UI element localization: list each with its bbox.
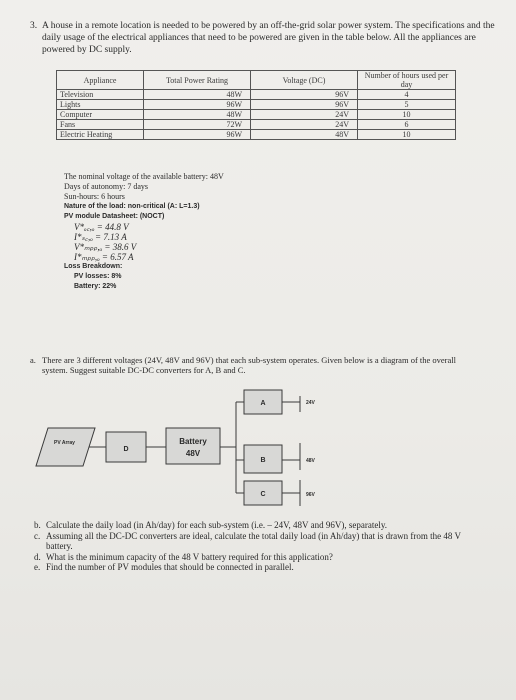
header-voltage: Voltage (DC) <box>251 71 358 90</box>
v96-label: 96V <box>306 492 315 498</box>
cell-power: 72W <box>144 120 251 130</box>
isc-value: I*ₛ꜀,ₒ = 7.13 A <box>74 232 127 242</box>
question-c <box>34 531 474 552</box>
cell-hours: 10 <box>358 130 456 140</box>
cell-hours: 4 <box>358 90 456 100</box>
sun-hours: Sun-hours: 6 hours <box>64 192 125 201</box>
battery-block <box>166 428 220 464</box>
loss-breakdown-title: Loss Breakdown: <box>64 263 123 270</box>
days-of-autonomy: Days of autonomy: 7 days <box>64 182 148 191</box>
question-number: 3. <box>30 21 38 31</box>
cell-voltage: 24V <box>251 120 358 130</box>
battery-label: Battery <box>179 437 207 446</box>
battery-voltage-label: 48V <box>185 449 201 458</box>
question-text: There are 3 different voltages (24V, 48V and 96V) that each sub-system operates. Given below is a diagram of the overall system. Suggest suitable DC-DC converters for A, B and C. <box>42 355 457 375</box>
cell-voltage: 96V <box>251 90 358 100</box>
cell-power: 48W <box>144 90 251 100</box>
pv-label-1: PV Array <box>54 440 75 446</box>
cell-hours: 6 <box>358 120 456 130</box>
cell-power: 96W <box>144 100 251 110</box>
question-text: What is the minimum capacity of the 48 V battery required for this application? <box>46 551 333 562</box>
questions-list <box>34 520 474 573</box>
cell-appliance: Television <box>57 90 144 100</box>
question-text: Assuming all the DC-DC converters are ideal, calculate the total daily load (in Ah/day) that is drawn from the 48 V battery. <box>46 530 461 551</box>
cell-hours: 5 <box>358 100 456 110</box>
cell-appliance: Lights <box>57 100 144 110</box>
cell-hours: 10 <box>358 110 456 120</box>
question-label: c. <box>34 530 41 541</box>
v24-label: 24V <box>306 400 315 406</box>
d-label: D <box>123 446 129 453</box>
pv-datasheet-title: PV module Datasheet: (NOCT) <box>64 213 165 220</box>
question-label: d. <box>34 551 41 562</box>
pv-array-block <box>36 428 95 466</box>
header-hours: Number of hours used per day <box>358 71 456 90</box>
header-power: Total Power Rating <box>144 71 251 90</box>
header-appliance: Appliance <box>57 71 144 90</box>
load-nature: Nature of the load: non-critical (A: L=1.3) <box>64 203 200 210</box>
cell-appliance: Electric Heating <box>57 130 144 140</box>
a-label: A <box>260 400 266 407</box>
question-text: Find the number of PV modules that should be connected in parallel. <box>46 562 294 572</box>
pv-losses: PV losses: 8% <box>74 273 122 280</box>
question-e <box>34 562 474 573</box>
b-label: B <box>260 457 266 464</box>
question-b <box>34 520 474 531</box>
question-d <box>34 552 474 563</box>
question-label: b. <box>34 520 41 530</box>
nominal-voltage: The nominal voltage of the available battery: 48V <box>64 172 224 181</box>
cell-appliance: Computer <box>57 110 144 120</box>
question-text: Calculate the daily load (in Ah/day) for each sub-system (i.e. – 24V, 48V and 96V), separately. <box>46 520 387 530</box>
cell-power: 48W <box>144 110 251 120</box>
v48-label: 48V <box>306 458 315 464</box>
impp-value: I*ₘₚₚ,ₒ = 6.57 A <box>74 252 134 262</box>
question-text: A house in a remote location is needed to be powered by an off-the-grid solar power system. The specifications and the daily usage of the electrical appliances that need to be powered are given in the table below. All the appliances are powered by DC supply. <box>42 21 495 55</box>
cell-voltage: 48V <box>251 130 358 140</box>
question-label: e. <box>34 562 41 572</box>
cell-voltage: 96V <box>251 100 358 110</box>
cell-voltage: 24V <box>251 110 358 120</box>
vmpp-value: V*ₘₚₚ,ₒ = 38.6 V <box>74 242 137 252</box>
cell-appliance: Fans <box>57 120 144 130</box>
battery-losses: Battery: 22% <box>74 283 117 290</box>
c-label: C <box>260 491 266 498</box>
question-label: a. <box>30 355 36 365</box>
cell-power: 96W <box>144 130 251 140</box>
voc-value: V*ₒ꜀,ₒ = 44.8 V <box>74 222 129 232</box>
